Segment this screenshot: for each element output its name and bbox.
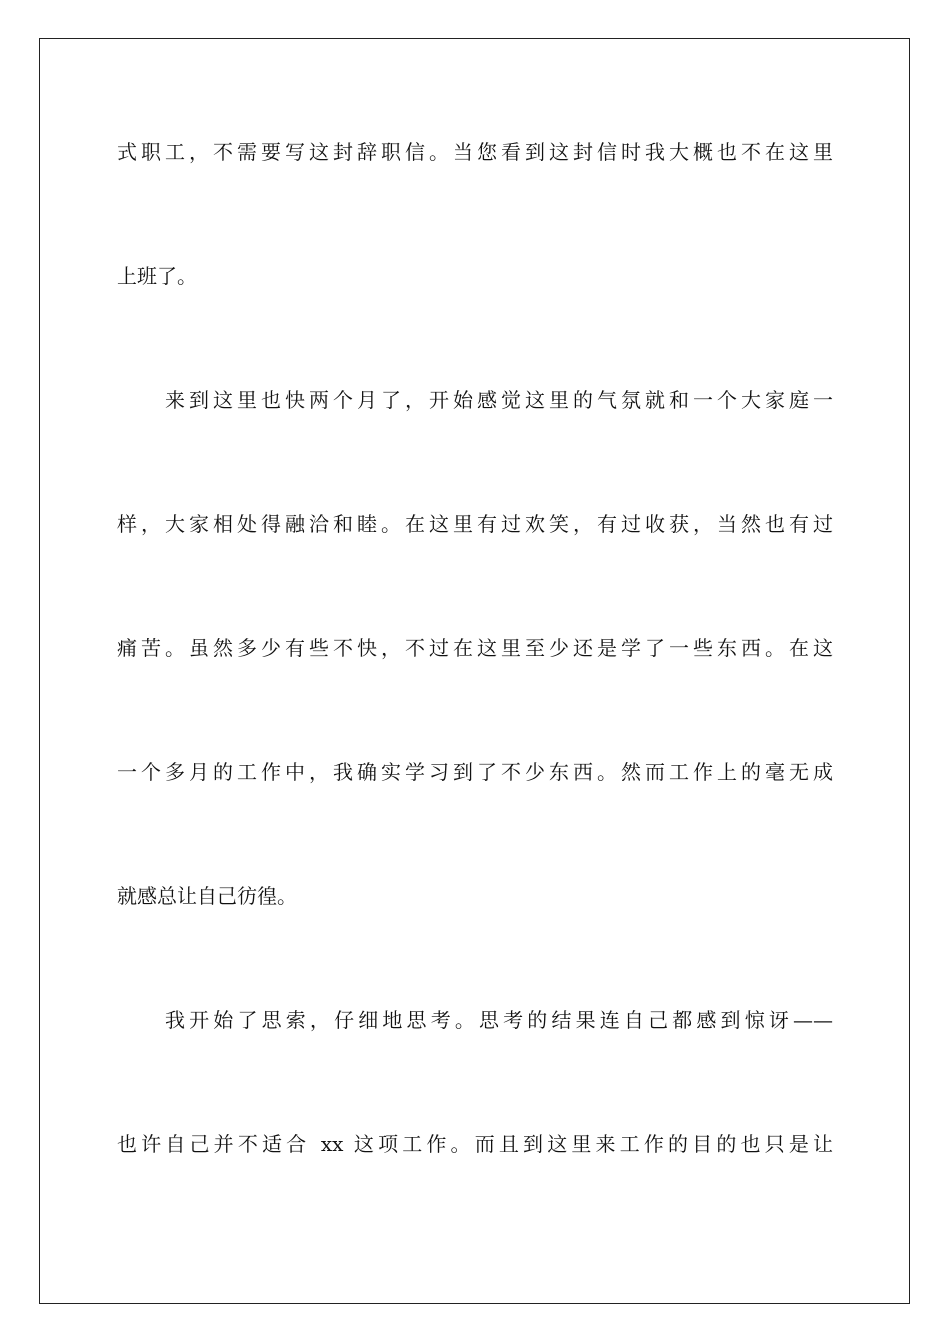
- text-line-4: 样，大家相处得融洽和睦。在这里有过欢笑，有过收获，当然也有过: [117, 512, 833, 536]
- text-line-1: 式职工，不需要写这封辞职信。当您看到这封信时我大概也不在这里: [117, 140, 833, 164]
- text-line-6: 一个多月的工作中，我确实学习到了不少东西。然而工作上的毫无成: [117, 760, 833, 784]
- page-border: [39, 38, 910, 1304]
- text-line-7: 就感总让自己彷徨。: [117, 884, 297, 908]
- text-line-2: 上班了。: [117, 264, 197, 288]
- text-line-8: 我开始了思索，仔细地思考。思考的结果连自己都感到惊讶——: [165, 1008, 833, 1032]
- text-line-3: 来到这里也快两个月了，开始感觉这里的气氛就和一个大家庭一: [165, 388, 833, 412]
- text-line-9: 也许自己并不适合 xx 这项工作。而且到这里来工作的目的也只是让: [117, 1132, 833, 1156]
- text-line-5: 痛苦。虽然多少有些不快，不过在这里至少还是学了一些东西。在这: [117, 636, 833, 660]
